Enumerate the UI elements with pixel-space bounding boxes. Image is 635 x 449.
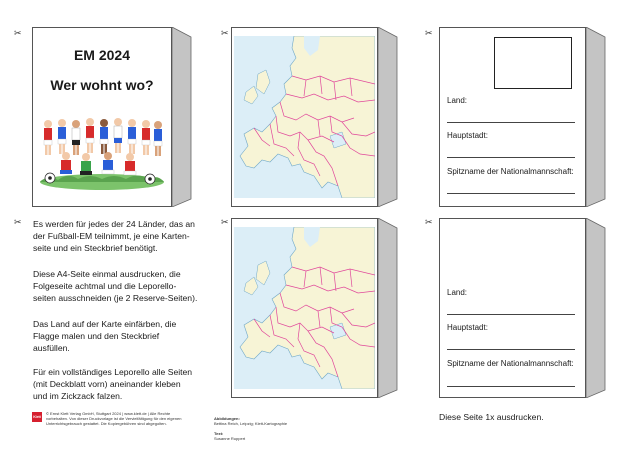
capital-label: Hauptstadt: xyxy=(447,323,488,332)
scissors-icon: ✂ xyxy=(425,217,433,227)
profile-card-fold xyxy=(586,27,608,207)
credits-illustrations: Bettina Reich, Leipzig; Klett-Kartographie xyxy=(214,421,288,426)
instruction-paragraph: Das Land auf der Karte einfärben, die Flagge malen und den Steckbrief ausfüllen. xyxy=(33,319,177,354)
land-label: Land: xyxy=(447,96,468,105)
instruction-paragraph: Für ein vollständiges Leporello alle Seiten (mit Deckblatt vorn) aneinander kleben und im Zickzack falzen. xyxy=(33,367,193,402)
credits xyxy=(214,411,364,441)
land-line[interactable] xyxy=(447,122,575,123)
instruction-paragraph: Diese A4-Seite einmal ausdrucken, die Folgeseite achtmal und die Leporello- seiten ausschneiden (je 2 Reserve-Seiten). xyxy=(33,269,198,304)
profile-card-fold xyxy=(586,218,608,398)
cover-title: EM 2024 xyxy=(73,47,131,63)
copyright-notice: © Ernst Klett Verlag GmbH, Stuttgart 2024 | www.klett.de | Alle Rechte vorbehalten. Von dieser Druckvorlage ist die Vervielfältigung für den eigenen Unterrichtsgebrauch gestattet. Die Kopiergebühren sind abgegolten. xyxy=(46,411,182,426)
europe-map-icon xyxy=(234,36,375,198)
instruction-paragraph: Es werden für jedes der 24 Länder, das an der Fußball-EM teilnimmt, je eine Karten- seite und ein Steckbrief benötigt. xyxy=(33,219,195,254)
print-note: Diese Seite 1x ausdrucken. xyxy=(439,412,544,422)
map-card-fold xyxy=(378,27,400,207)
credits-text: Susanne Ruppert xyxy=(214,436,246,441)
nickname-label: Spitzname der Nationalmannschaft: xyxy=(447,167,574,176)
nickname-line[interactable] xyxy=(447,193,575,194)
capital-line[interactable] xyxy=(447,157,575,158)
profile-card xyxy=(439,218,586,398)
scissors-icon: ✂ xyxy=(221,217,229,227)
scissors-icon: ✂ xyxy=(221,28,229,38)
scissors-icon: ✂ xyxy=(425,28,433,38)
cover-card-fold xyxy=(172,27,194,207)
nickname-line[interactable] xyxy=(447,386,575,387)
land-line[interactable] xyxy=(447,314,575,315)
credits-text-heading: Text: xyxy=(214,431,224,436)
scissors-icon: ✂ xyxy=(14,217,22,227)
capital-label: Hauptstadt: xyxy=(447,131,488,140)
klett-logo: Klett xyxy=(32,412,42,422)
map-card-fold xyxy=(378,218,400,398)
europe-map-icon xyxy=(234,227,375,389)
nickname-label: Spitzname der Nationalmannschaft: xyxy=(447,359,574,368)
flag-box[interactable] xyxy=(494,37,572,89)
football-team-illustration xyxy=(38,112,166,192)
capital-line[interactable] xyxy=(447,349,575,350)
credits-illustrations-heading: Abbildungen: xyxy=(214,416,240,421)
land-label: Land: xyxy=(447,288,468,297)
cover-subtitle: Wer wohnt wo? xyxy=(50,77,154,93)
scissors-icon: ✂ xyxy=(14,28,22,38)
